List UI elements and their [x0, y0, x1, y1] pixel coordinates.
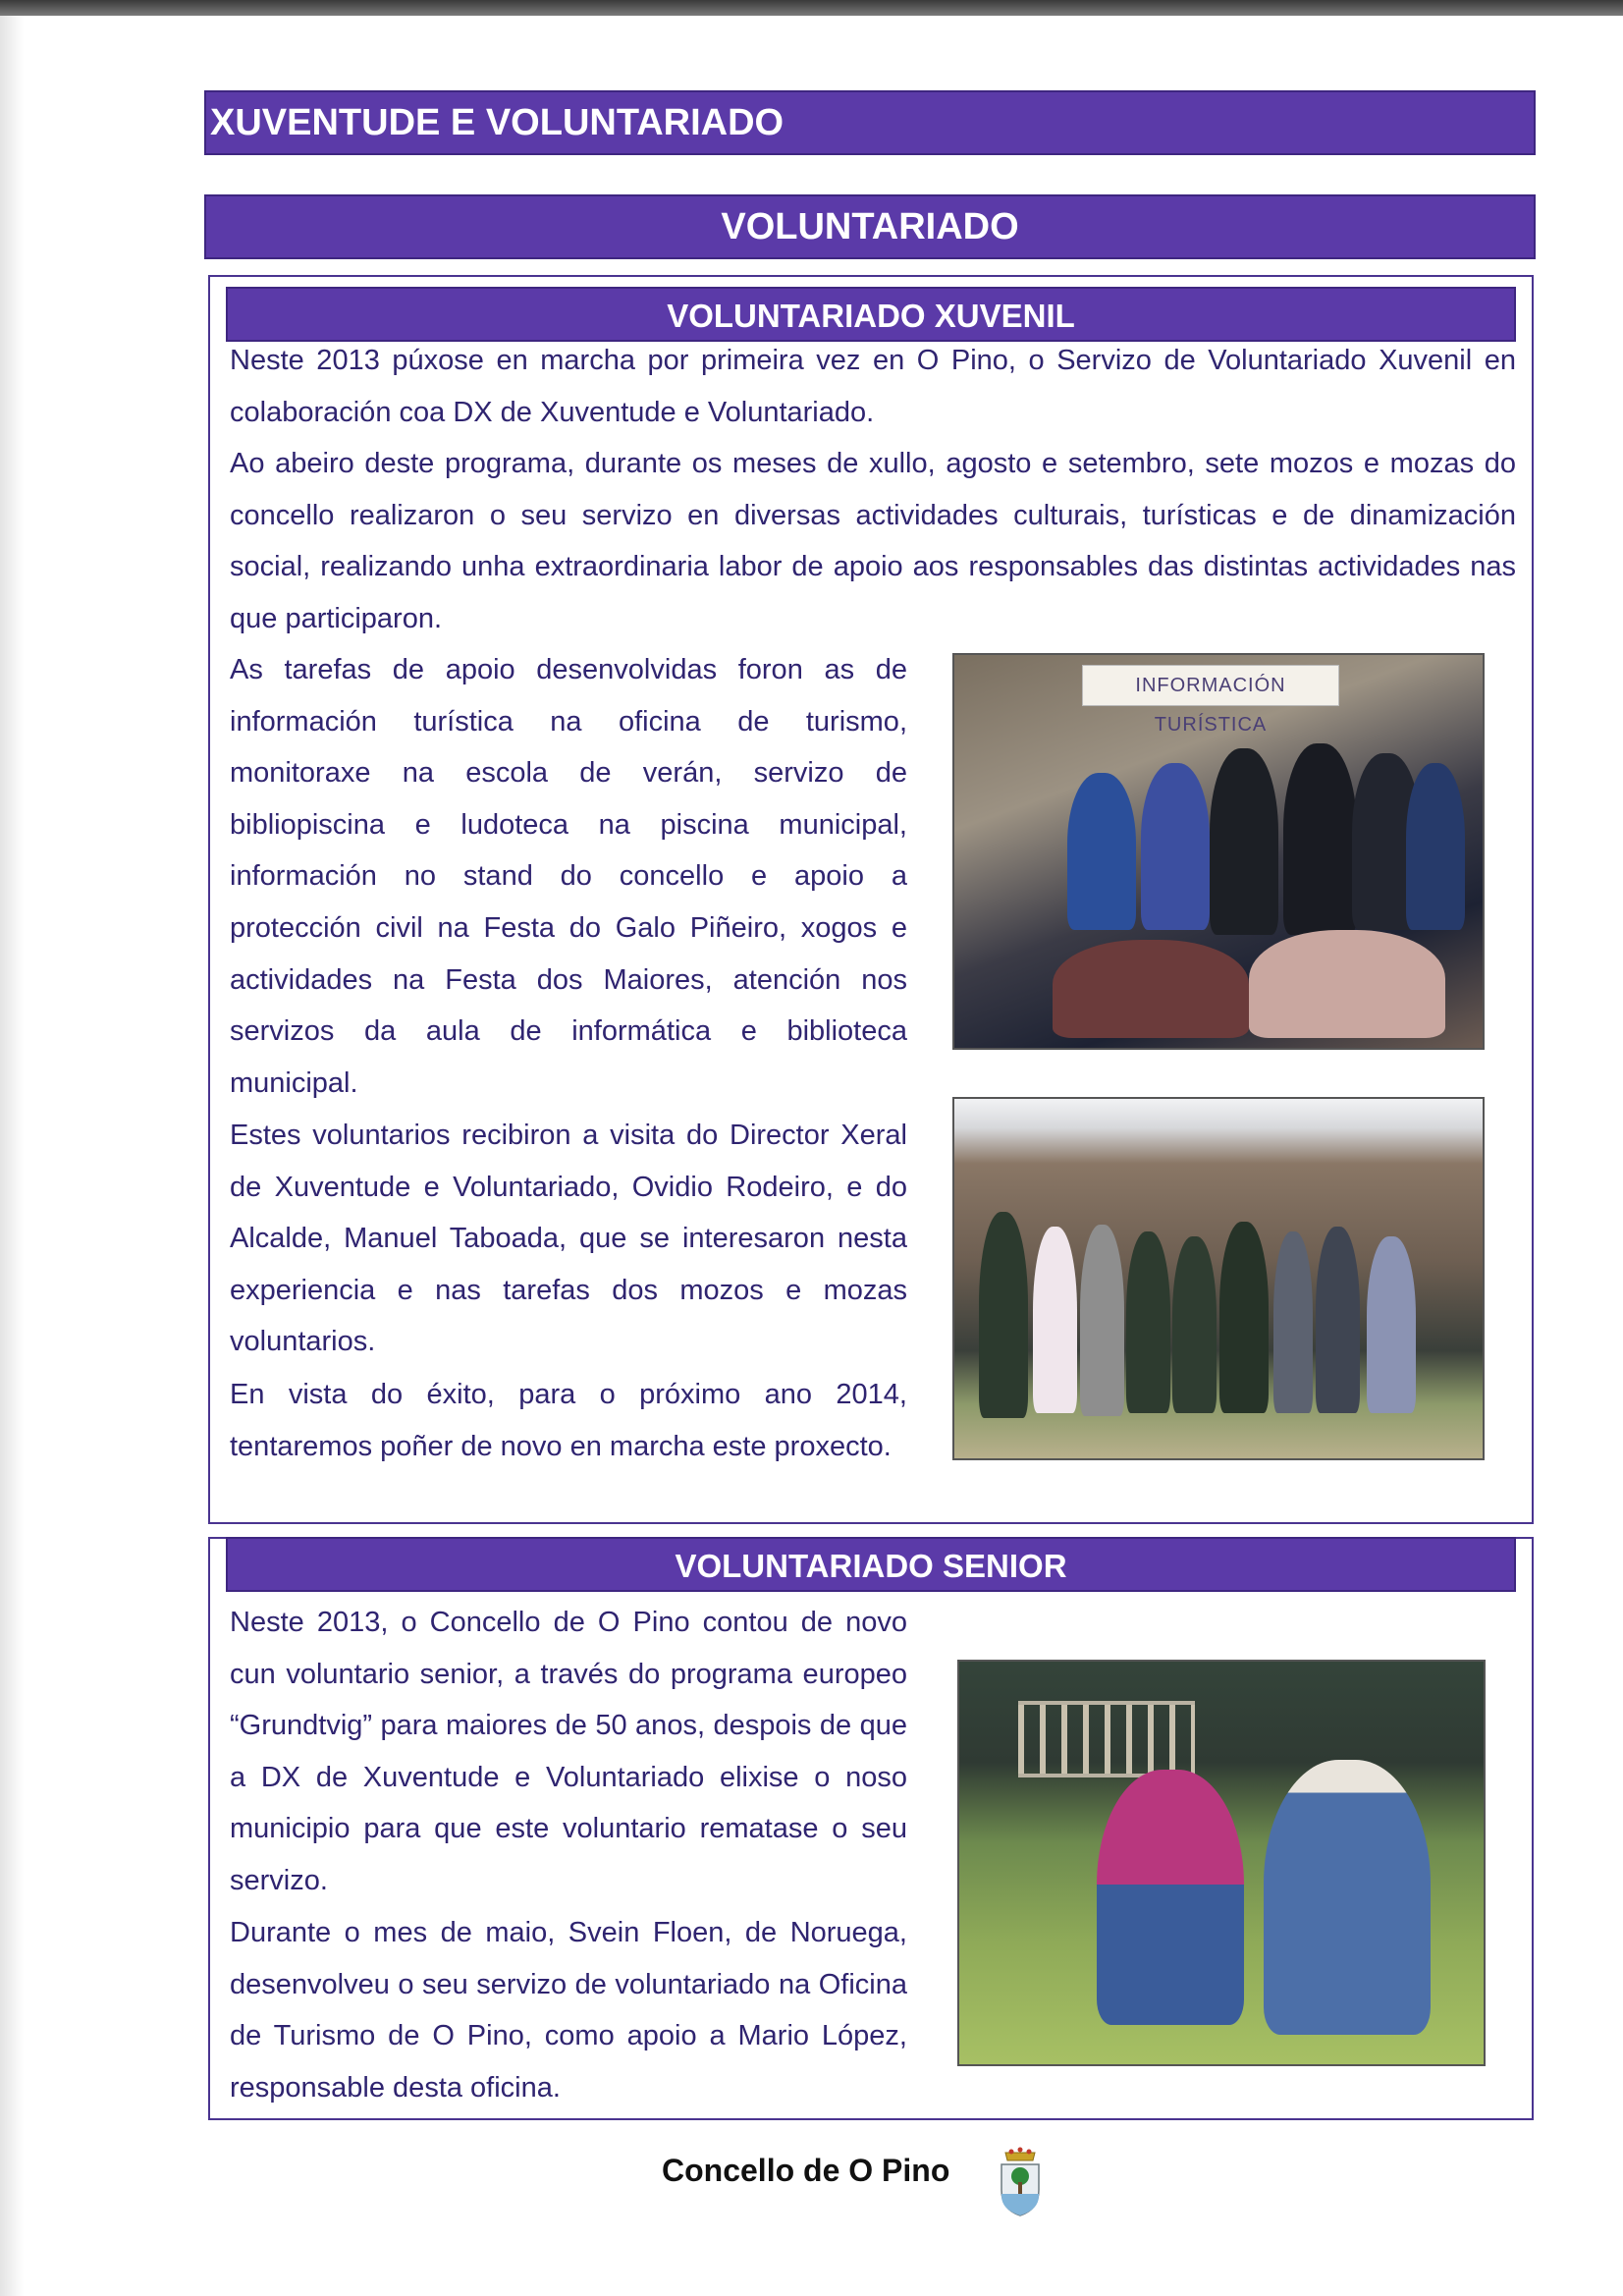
person-figure	[1249, 930, 1445, 1038]
senior-paragraph-1: Neste 2013, o Concello de O Pino contou de novo cun voluntario senior, a través do programa europeo “Grundtvig” para maiores de 50 anos, despois de que a DX de Xuventude e Voluntariado elixise o noso municipio para que este voluntario rematase o seu servizo.	[230, 1607, 907, 1896]
xuvenil-paragraph-3: As tarefas de apoio desenvolvidas foron as de información turística na oficina de turismo, monitoraxe na escola de verán, servizo de bibliopiscina e ludoteca na piscina municipal, información no stand do concello e apoio a protección civil na Festa do Galo Piñeiro, xogos e actividades na Festa dos Maiores, atención nos servizos da aula de informática e biblioteca municipal.	[230, 654, 907, 1099]
person-figure	[1080, 1225, 1124, 1416]
tourist-info-sign: INFORMACIÓN TURÍSTICA	[1082, 665, 1339, 706]
section-title: VOLUNTARIADO	[204, 194, 1536, 259]
senior-title: VOLUNTARIADO SENIOR	[226, 1537, 1516, 1592]
person-figure	[1126, 1231, 1170, 1413]
xuvenil-paragraph-1: Neste 2013 púxose en marcha por primeira vez en O Pino, o Servizo de Voluntariado Xuvenil en colaboración coa DX de Xuventude e Voluntariado.	[230, 345, 1516, 428]
municipal-crest-icon	[996, 2147, 1045, 2217]
photo-senior-volunteer	[957, 1660, 1486, 2066]
scan-left-edge	[0, 16, 24, 2296]
xuvenil-paragraph-5: En vista do éxito, para o próximo ano 2014, tentaremos poñer de novo en marcha este proxecto.	[230, 1379, 907, 1462]
person-figure	[1097, 1770, 1244, 2025]
person-figure	[1264, 1760, 1431, 2035]
person-figure	[1172, 1236, 1217, 1413]
footer-label: Concello de O Pino	[662, 2153, 950, 2188]
person-figure	[979, 1212, 1028, 1418]
page-title: XUVENTUDE E VOLUNTARIADO	[204, 90, 1536, 155]
person-figure	[1273, 1231, 1313, 1413]
person-figure	[1367, 1236, 1416, 1413]
person-figure	[1067, 773, 1136, 930]
fence	[1018, 1701, 1195, 1777]
xuvenil-paragraph-2: Ao abeiro deste programa, durante os meses de xullo, agosto e setembro, sete mozos e mozas do concello realizaron o seu servizo en diversas actividades culturais, turísticas e de dinamización social, realizando unha extraordinaria labor de apoio aos responsables das distintas actividades nas que participaron.	[230, 448, 1516, 634]
xuvenil-paragraph-4: Estes voluntarios recibiron a visita do Director Xeral de Xuventude e Voluntariado, Ovidio Rodeiro, e do Alcalde, Manuel Taboada, que se interesaron nesta experiencia e nas tarefas dos mozos e mozas voluntarios.	[230, 1120, 907, 1358]
person-figure	[1283, 743, 1357, 935]
person-figure	[1141, 763, 1210, 930]
photo-volunteers-tourist-office	[952, 653, 1485, 1050]
person-figure	[1406, 763, 1465, 930]
scan-top-edge	[0, 0, 1623, 16]
person-figure	[1316, 1227, 1360, 1413]
photo-visit-director-mayor	[952, 1097, 1485, 1460]
xuvenil-title: VOLUNTARIADO XUVENIL	[226, 287, 1516, 342]
footer	[0, 2147, 1623, 2215]
senior-paragraph-2: Durante o mes de maio, Svein Floen, de Noruega, desenvolveu o seu servizo de voluntariado na Oficina de Turismo de O Pino, como apoio a Mario López, responsable desta oficina.	[230, 1917, 907, 2104]
person-figure	[1053, 940, 1249, 1038]
person-figure	[1033, 1227, 1077, 1413]
person-figure	[1210, 748, 1278, 935]
person-figure	[1219, 1222, 1269, 1413]
